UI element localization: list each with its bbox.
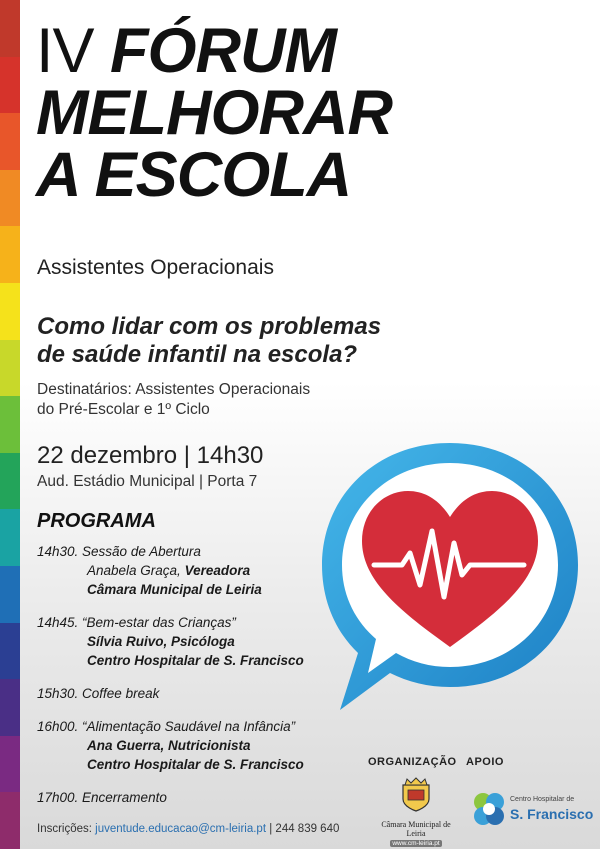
session-speaker: Sílvia Ruivo, Psicóloga [87, 634, 235, 649]
audience-text [37, 380, 310, 420]
leiria-logo [376, 777, 456, 847]
session-org: Centro Hospitalar de S. Francisco [87, 757, 304, 772]
support-label: APOIO [466, 756, 504, 768]
organization-url[interactable]: www.cm-leiria.pt [390, 840, 442, 847]
program-item [37, 613, 304, 670]
subtitle: Assistentes Operacionais [37, 256, 274, 279]
audience-line-2: do Pré-Escolar e 1º Ciclo [37, 401, 210, 418]
title-line-3: A ESCOLA [36, 140, 352, 210]
audience-line-1: Destinatários: Assistentes Operacionais [37, 381, 311, 398]
session-speaker [37, 561, 304, 580]
registration-email-link[interactable]: juventude.educacao@cm-leiria.pt [95, 823, 267, 835]
session-org: Câmara Municipal de Leiria [87, 582, 262, 597]
title-numeral: IV [36, 16, 94, 86]
speaker-role: Vereadora [184, 563, 251, 578]
speaker-name: Anabela Graça, [87, 563, 185, 578]
organization-name: Câmara Municipal de Leiria [381, 820, 451, 838]
registration-separator: | [266, 823, 276, 835]
rainbow-stripe [0, 0, 20, 849]
program-item [37, 788, 304, 807]
session-time-title: 15h30. Coffee break [37, 686, 160, 701]
hospital-name-small: Centro Hospitalar de [510, 796, 575, 803]
page-title [36, 16, 392, 210]
session-time-title: 14h30. Sessão de Abertura [37, 544, 201, 559]
program-item [37, 717, 304, 774]
session-time-title: 17h00. Encerramento [37, 790, 167, 805]
coat-of-arms-icon [399, 777, 433, 813]
session-time-title: 14h45. “Bem-estar das Crianças” [37, 615, 236, 630]
session-org: Centro Hospitalar de S. Francisco [87, 653, 304, 668]
program-list [37, 542, 304, 821]
question-line-2: de saúde infantil na escola? [37, 341, 358, 368]
hospital-logo-icon [470, 790, 508, 830]
event-place: Aud. Estádio Municipal | Porta 7 [37, 473, 258, 490]
program-heading: PROGRAMA [37, 510, 156, 532]
event-date: 22 dezembro | 14h30 [37, 442, 264, 469]
speech-bubble-icon [310, 425, 590, 725]
registration-info [37, 823, 339, 835]
program-item [37, 542, 304, 599]
organization-label: ORGANIZAÇÃO [368, 756, 457, 768]
session-time-title: 16h00. “Alimentação Saudável na Infância” [37, 719, 296, 734]
session-speaker: Ana Guerra, Nutricionista [87, 738, 251, 753]
registration-phone: 244 839 640 [275, 823, 340, 835]
title-line-2: MELHORAR [36, 78, 392, 148]
hospital-name-big: S. Francisco [510, 806, 594, 822]
hospital-logo [470, 790, 598, 835]
question-heading [37, 313, 381, 369]
program-item [37, 684, 304, 703]
title-line-1: FÓRUM [110, 16, 337, 86]
registration-label: Inscrições: [37, 823, 96, 835]
question-line-1: Como lidar com os problemas [37, 313, 382, 340]
